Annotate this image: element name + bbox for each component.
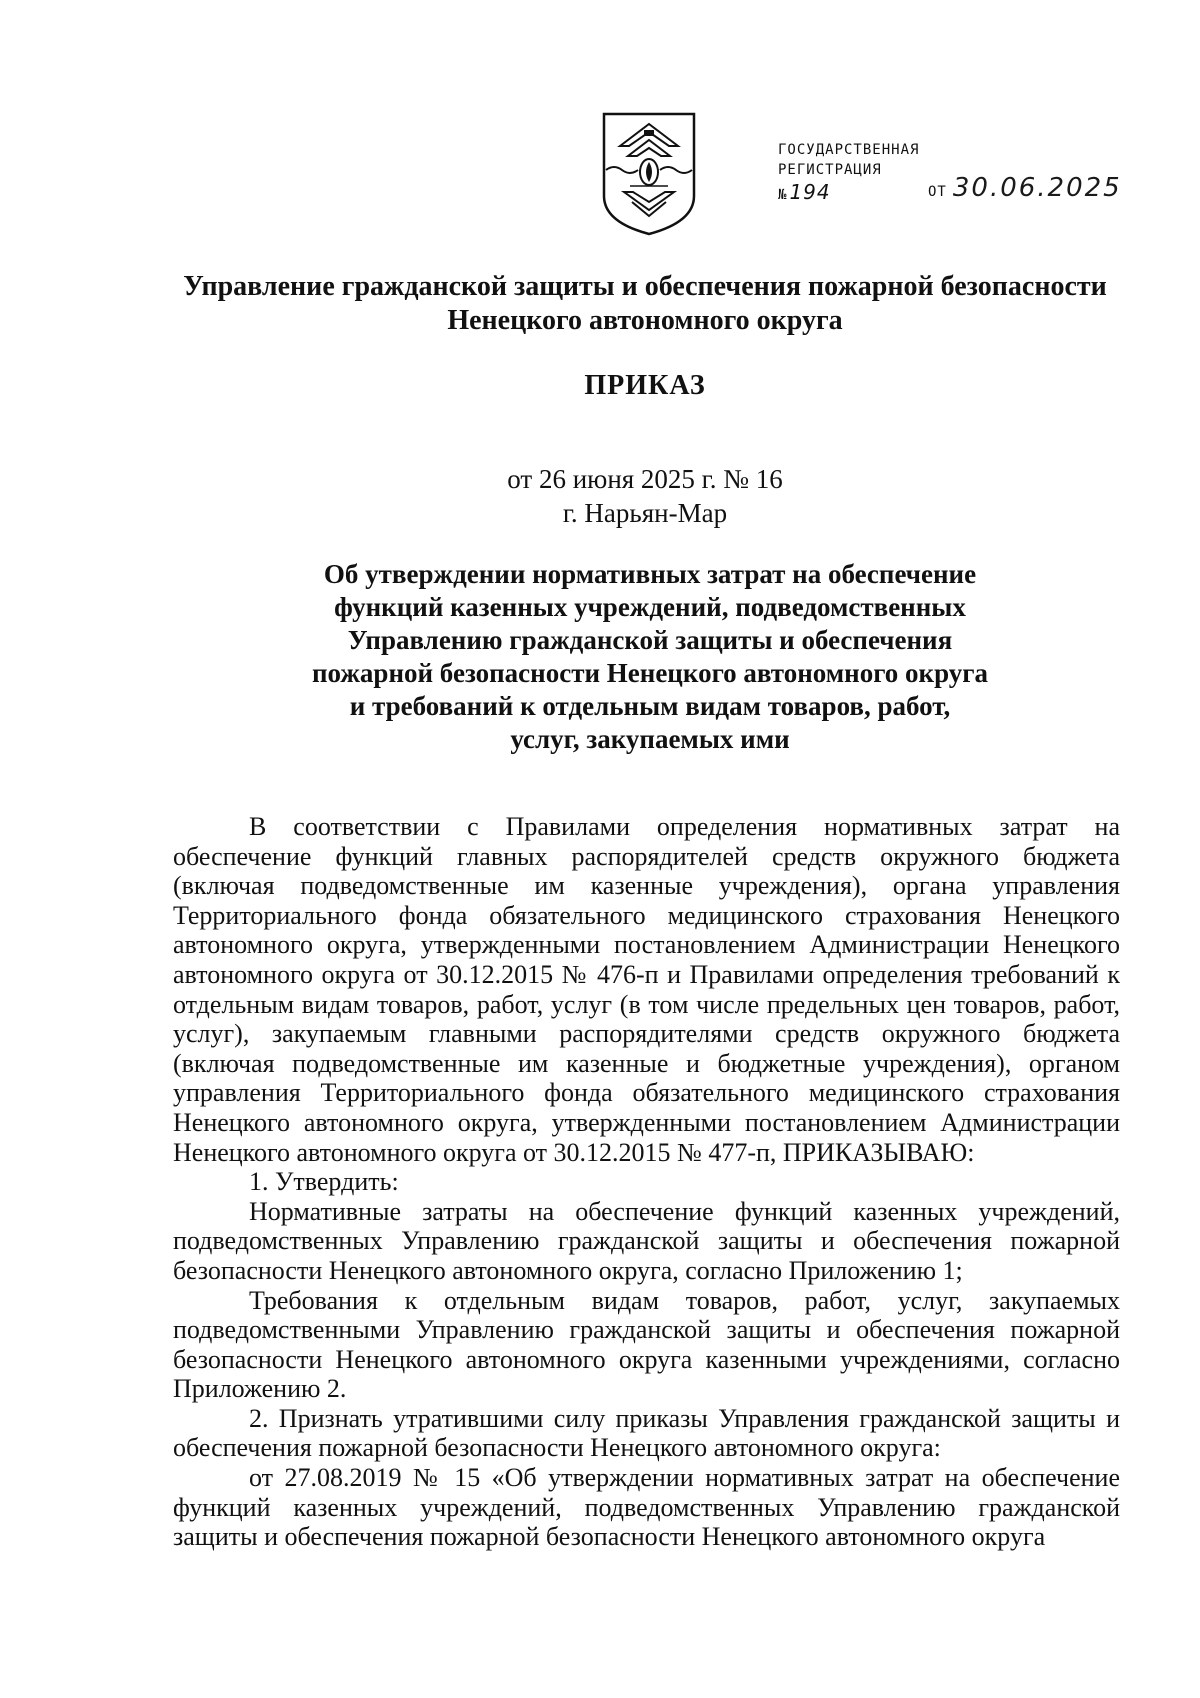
registration-line2: РЕГИСТРАЦИЯ (778, 162, 882, 178)
registration-line1: ГОСУДАРСТВЕННАЯ (778, 142, 920, 158)
registration-date-prefix: ОТ (928, 184, 947, 200)
registration-stamp (778, 140, 1122, 220)
body-paragraph: Нормативные затраты на обеспечение функций казенных учреждений, подведомственных Управлению гражданской защиты и обеспечения пожарной безопасности Ненецкого автономного округа, согласно Приложению 1; (173, 1196, 1120, 1285)
subject-line: пожарной безопасности Ненецкого автономного округа (311, 658, 989, 688)
registration-date: 30.06.2025 (952, 173, 1122, 203)
order-body (173, 812, 1120, 1552)
subject-line: услуг, закупаемых ими (510, 724, 790, 754)
order-subject (250, 558, 1050, 756)
order-date-block (150, 462, 1140, 530)
registration-number-prefix: № (778, 187, 788, 203)
subject-line: функций казенных учреждений, подведомственных (334, 592, 966, 622)
registration-number: 194 (789, 180, 831, 204)
order-date-number: от 26 июня 2025 г. № 16 (507, 464, 783, 494)
subject-line: и требований к отдельным видам товаров, работ, (349, 691, 951, 721)
organization-title (150, 270, 1140, 338)
order-city: г. Нарьян-Мар (562, 498, 728, 528)
body-paragraph: Требования к отдельным видам товаров, работ, услуг, закупаемых подведомственными Управлению гражданской защиты и обеспечения пожарной безопасности Ненецкого автономного округа казенными учреждениями, согласно Приложению 2. (173, 1285, 1120, 1404)
body-paragraph: 2. Признать утратившими силу приказы Управления гражданской защиты и обеспечения пожарной безопасности Ненецкого автономного округа: (173, 1403, 1120, 1463)
body-paragraph: от 27.08.2019 № 15 «Об утверждении нормативных затрат на обеспечение функций казенных учреждений, подведомственных Управлению гражданской защиты и обеспечения пожарной безопасности Ненецкого автономного округа (173, 1463, 1120, 1552)
coat-of-arms-emblem (600, 110, 698, 238)
coat-of-arms-icon (600, 110, 698, 238)
registration-date-row (928, 173, 1122, 203)
document-type-title: ПРИКАЗ (584, 370, 706, 401)
organization-title-line2: Ненецкого автономного округа (447, 305, 843, 336)
organization-title-line1: Управление гражданской защиты и обеспечения пожарной безопасности (183, 271, 1107, 302)
body-paragraph: 1. Утвердить: (249, 1167, 399, 1197)
registration-number-row (778, 182, 831, 205)
body-paragraph: В соответствии с Правилами определения нормативных затрат на обеспечение функций главных распорядителей средств окружного бюджета (включая подведомственные им казенные учреждения), органа управления Территориального фонда обязательного медицинского страхования Ненецкого автономного округа, утвержденными постановлением Администрации Ненецкого автономного округа от 30.12.2015 № 476-п и Правилами определения требований к отдельным видам товаров, работ, услуг (в том числе предельных цен товаров, работ, услуг), закупаемым главными распорядителями средств окружного бюджета (включая подведомственные им казенные и бюджетные учреждения), органом управления Территориального фонда обязательного медицинского страхования Ненецкого автономного округа, утвержденными постановлением Администрации Ненецкого автономного округа от 30.12.2015 № 477-п, ПРИКАЗЫВАЮ: (173, 812, 1120, 1167)
subject-line: Об утверждении нормативных затрат на обеспечение (323, 559, 977, 589)
subject-line: Управлению гражданской защиты и обеспечения (347, 625, 953, 655)
